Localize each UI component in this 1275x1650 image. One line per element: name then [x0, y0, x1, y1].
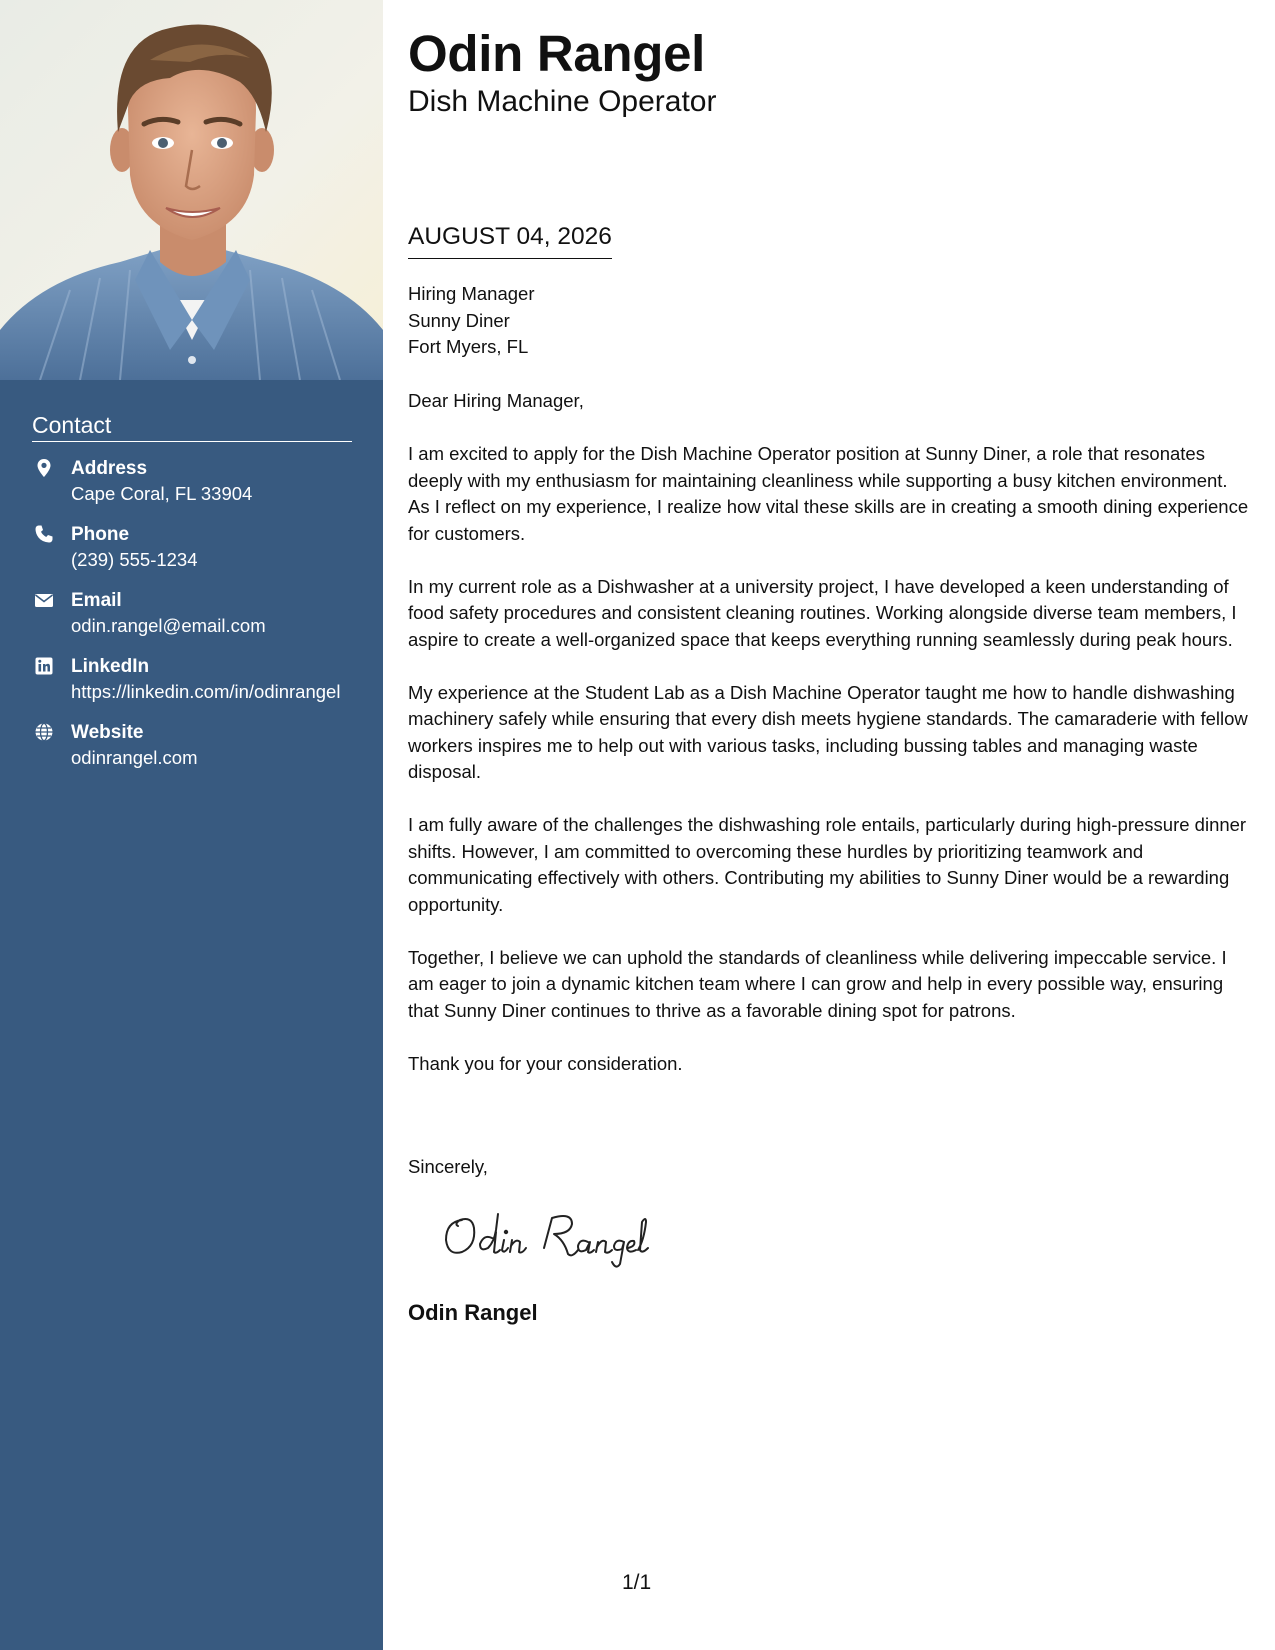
contact-list — [32, 456, 362, 786]
thank-you-line: Thank you for your consideration. — [408, 1052, 683, 1074]
contact-linkedin-value[interactable]: https://linkedin.com/in/odinrangel — [71, 681, 341, 702]
handwritten-signature — [440, 1200, 660, 1270]
contact-website-label: Website — [71, 722, 144, 743]
salutation: Dear Hiring Manager, — [408, 390, 584, 411]
letter-date: AUGUST 04, 2026 — [408, 222, 612, 259]
contact-phone-label: Phone — [71, 524, 130, 545]
contact-website-value[interactable]: odinrangel.com — [71, 747, 198, 768]
contact-phone-value: (239) 555-1234 — [71, 549, 198, 570]
body-paragraph: I am excited to apply for the Dish Machine Operator position at Sunny Diner, a role that resonates deeply with my enthusiasm for maintaining cleanliness while supporting a busy kitchen environment. As I reflect on my experience, I realize how vital these skills are in creating a smooth dining experience for customers. — [408, 443, 1249, 544]
contact-address-label: Address — [71, 458, 148, 479]
page-indicator: 1/1 — [622, 1571, 652, 1594]
globe-icon — [34, 722, 54, 742]
contact-website — [32, 720, 362, 770]
signed-name: Odin Rangel — [408, 1300, 538, 1325]
body-paragraph: I am fully aware of the challenges the dishwashing role entails, particularly during high-pressure dinner shifts. However, I am committed to overcoming these hurdles by prioritizing teamwork and communicating effectively with others. Contributing my abilities to Sunny Diner would be a rewarding opportunity. — [408, 814, 1247, 915]
job-title: Dish Machine Operator — [408, 85, 717, 118]
letter-body — [408, 388, 1253, 1104]
envelope-icon — [34, 590, 54, 610]
contact-email-label: Email — [71, 590, 122, 611]
candidate-name: Odin Rangel — [408, 25, 706, 82]
body-paragraph: Together, I believe we can uphold the standards of cleanliness while delivering impeccable service. I am eager to join a dynamic kitchen team where I can grow and help in every possible way, ensuring that Sunny Diner continues to thrive as a favorable dining spot for patrons. — [408, 946, 1227, 1021]
profile-photo — [0, 0, 383, 380]
recipient-line: Sunny Diner — [408, 309, 510, 331]
contact-linkedin-label: LinkedIn — [71, 656, 150, 677]
map-pin-icon — [34, 458, 54, 478]
contact-email — [32, 588, 362, 638]
contact-linkedin — [32, 654, 362, 704]
sidebar — [0, 0, 383, 1650]
contact-address-value: Cape Coral, FL 33904 — [71, 483, 253, 504]
body-paragraph: My experience at the Student Lab as a Dish Machine Operator taught me how to handle dishwashing machinery safely while ensuring that every dish meets hygiene standards. The camaraderie with fellow workers inspires me to help out with various tasks, including bussing tables and managing waste disposal. — [408, 681, 1248, 782]
contact-phone — [32, 522, 362, 572]
closing: Sincerely, — [408, 1156, 488, 1177]
linkedin-icon — [34, 656, 54, 676]
contact-address — [32, 456, 362, 506]
body-paragraph: In my current role as a Dishwasher at a university project, I have developed a keen understanding of food safety procedures and consistent cleaning routines. Working alongside diverse team members, I aspire to create a well-organized space that keeps everything running seamlessly during peak hours. — [408, 575, 1237, 650]
contact-email-value[interactable]: odin.rangel@email.com — [71, 615, 266, 636]
recipient-block — [408, 281, 534, 361]
recipient-line: Hiring Manager — [408, 283, 535, 304]
contact-heading: Contact — [32, 412, 352, 442]
phone-icon — [34, 524, 54, 544]
recipient-line: Fort Myers, FL — [408, 336, 529, 357]
